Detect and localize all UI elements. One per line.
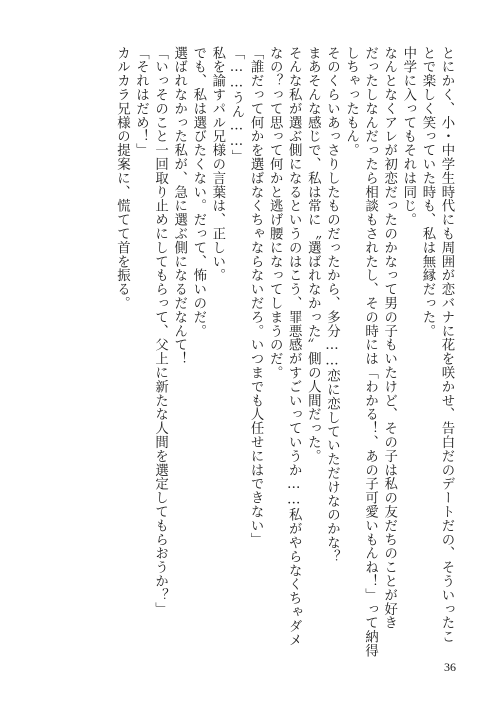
text-line: 中学に入ってもそれは同じ。 [400, 46, 416, 227]
text-line: 私を諭すパル兄様の言葉は、正しい。 [209, 46, 225, 283]
text-line: 「誰だって何かを選ばなくちゃならないだろ。いつまでも人任せにはできない」 [248, 46, 264, 547]
text-line: でも、私は選びたくない。だって、怖いのだ。 [190, 46, 206, 338]
text-line: そんな私が選ぶ側になるというのはこう、罪悪感がすごいっていうか……私がやらなくちゃダメ [286, 46, 302, 647]
text-line: なの？って思って何かと逃げ腰になってしまうのだ。 [267, 46, 283, 380]
text-line: しちゃったもん。 [343, 46, 359, 158]
body-text [46, 46, 456, 658]
text-line: カルカラ兄様の提案に、慌てて首を振る。 [114, 46, 130, 311]
text-line: そのくらいあっさりしたものだったから、多分……恋に恋していただけなのかな？ [324, 46, 340, 564]
text-line: 「それはだめ！」 [133, 46, 149, 158]
text-line: 「……うん……」 [228, 46, 244, 164]
text-line: 選ばれなかった私が、急に選ぶ側になるだなんて！ [171, 46, 187, 366]
text-line: なんとなくアレが初恋だったのかなって男の子もいたけど、その子は私の友だちのことが好き [381, 46, 397, 630]
text-line: とにかく、小・中学生時代にも周囲が恋バナに花を咲かせ、告白だのデートだの、そういったこ [439, 46, 454, 644]
text-line: 「いっそのこと一回取り止めにしてもらって、父上に新たな人間を選定してもらおうか？」 [152, 46, 168, 616]
text-line: まあそんな感じで、私は常に〝選ばれなかった〟側の人間だった。 [305, 46, 321, 463]
page-number: 36 [444, 660, 456, 674]
text-line: とで楽しく笑っていた時も、私は無縁だった。 [419, 46, 435, 338]
text-line: だったしなんだったら相談もされたし、その時には「わかる！、あの子可愛いもんね！」って納得 [362, 46, 378, 658]
